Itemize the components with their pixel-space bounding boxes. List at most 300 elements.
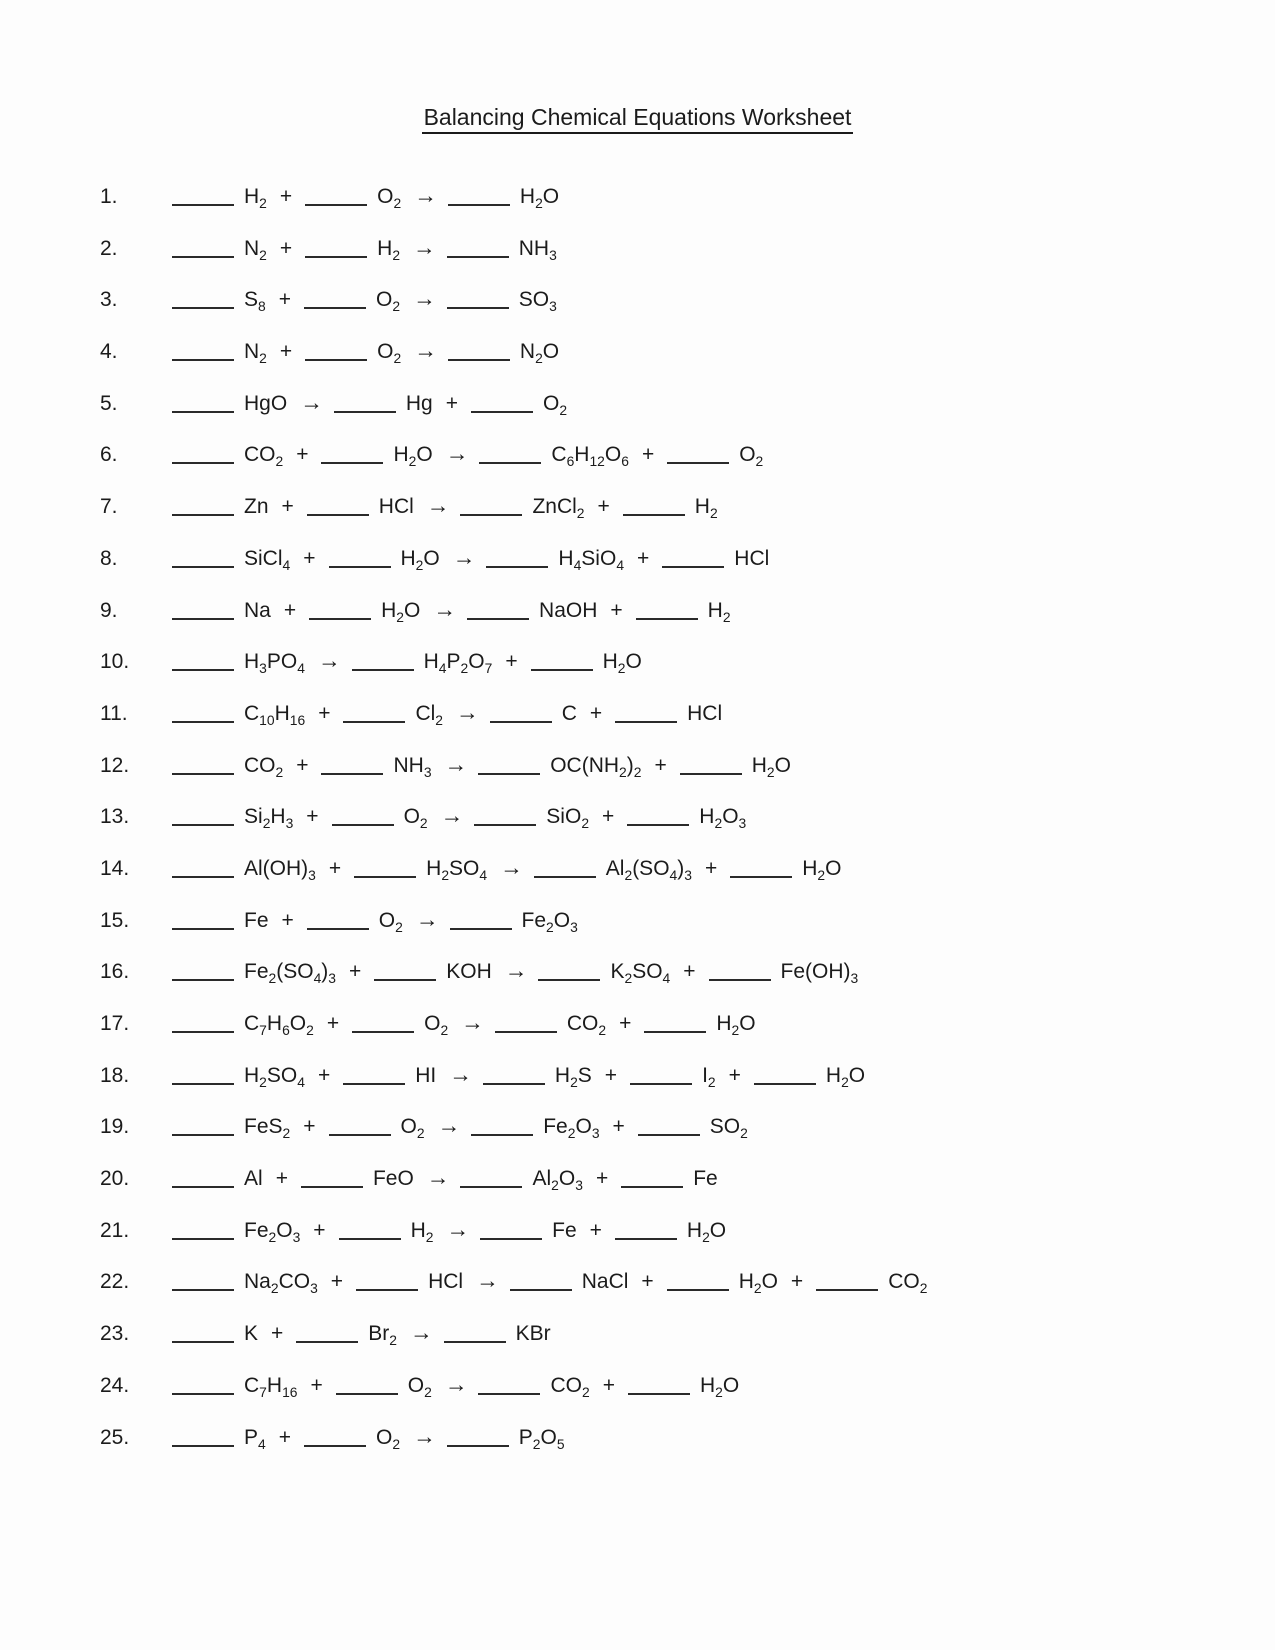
chemical-formula: KOH bbox=[446, 960, 492, 984]
equation-row bbox=[100, 1255, 1275, 1307]
equation-row bbox=[100, 739, 1275, 791]
reaction-arrow-icon: → bbox=[440, 802, 464, 829]
plus-sign: + bbox=[317, 1063, 331, 1087]
equation-number: 12. bbox=[100, 753, 130, 777]
chemical-formula: $N_2$ bbox=[244, 236, 267, 263]
page-title: Balancing Chemical Equations Worksheet bbox=[422, 104, 854, 134]
plus-sign: + bbox=[610, 598, 623, 622]
chemical-formula: $P_4$ bbox=[244, 1425, 266, 1452]
equation-row bbox=[100, 790, 1275, 842]
plus-sign: + bbox=[641, 1270, 654, 1294]
chemical-formula: $C_6H_{12}O_6$ bbox=[551, 443, 629, 470]
coefficient-blank bbox=[172, 1286, 234, 1291]
chemical-formula: $H_2SO_4$ bbox=[244, 1063, 305, 1090]
chemical-formula: Na bbox=[244, 598, 271, 622]
reaction-arrow-icon: → bbox=[414, 182, 437, 208]
coefficient-blank bbox=[172, 1183, 234, 1188]
coefficient-blank bbox=[356, 1286, 418, 1291]
coefficient-blank bbox=[374, 976, 436, 981]
chemical-formula: $Cl_2$ bbox=[415, 701, 444, 729]
chemical-formula: $H_4P_2O_7$ bbox=[423, 650, 493, 677]
coefficient-blank bbox=[307, 511, 369, 516]
equation-row bbox=[100, 428, 1275, 480]
chemical-formula: $H_2$ bbox=[410, 1218, 434, 1245]
chemical-formula: HgO bbox=[244, 391, 288, 415]
reaction-arrow-icon: → bbox=[410, 1319, 433, 1346]
coefficient-blank bbox=[172, 459, 234, 464]
equation-number: 24. bbox=[100, 1373, 130, 1397]
equation-number: 18. bbox=[100, 1063, 130, 1087]
chemical-formula: $NH_3$ bbox=[393, 753, 432, 780]
chemical-formula: $SO_3$ bbox=[518, 288, 557, 315]
chemical-formula: HCl bbox=[428, 1270, 464, 1294]
coefficient-blank bbox=[304, 1442, 366, 1447]
equation-row bbox=[100, 377, 1275, 429]
equation-number: 11. bbox=[100, 701, 128, 725]
chemical-formula: $H_2$ bbox=[377, 236, 401, 263]
equation-number: 16. bbox=[100, 960, 130, 984]
chemical-formula: $H_2S$ bbox=[554, 1063, 592, 1090]
chemical-formula: $I_2$ bbox=[702, 1063, 716, 1090]
reaction-arrow-icon: → bbox=[461, 1009, 484, 1035]
chemical-formula: $Fe(OH)_3$ bbox=[780, 960, 859, 987]
coefficient-blank bbox=[479, 459, 541, 464]
coefficient-blank bbox=[615, 718, 677, 723]
coefficient-blank bbox=[172, 201, 234, 206]
chemical-formula: $Si_2H_3$ bbox=[244, 805, 294, 832]
plus-sign: + bbox=[619, 1012, 632, 1035]
plus-sign: + bbox=[278, 288, 291, 312]
coefficient-blank bbox=[343, 1080, 405, 1085]
reaction-arrow-icon: → bbox=[476, 1267, 499, 1294]
coefficient-blank bbox=[510, 1286, 572, 1291]
chemical-formula: $Fe_2O_3$ bbox=[521, 908, 578, 935]
chemical-formula: $H_2O$ bbox=[825, 1063, 866, 1090]
chemical-formula: $N_2$ bbox=[244, 340, 267, 367]
coefficient-blank bbox=[304, 304, 366, 309]
reaction-arrow-icon: → bbox=[413, 1422, 436, 1449]
chemical-formula: $O_2$ bbox=[400, 1115, 425, 1142]
equation-row bbox=[100, 584, 1275, 636]
chemical-formula: $Fe_2(SO_4)_3$ bbox=[244, 960, 337, 987]
coefficient-blank bbox=[172, 1235, 234, 1240]
reaction-arrow-icon: → bbox=[437, 1112, 461, 1139]
chemical-formula: FeO bbox=[372, 1167, 414, 1191]
chemical-formula: Fe bbox=[244, 908, 269, 932]
plus-sign: + bbox=[279, 185, 293, 208]
chemical-formula: $CO_2$ bbox=[244, 753, 284, 780]
coefficient-blank bbox=[667, 459, 729, 464]
equation-number: 7. bbox=[100, 495, 118, 519]
coefficient-blank bbox=[474, 821, 536, 826]
equation-row bbox=[100, 1359, 1275, 1411]
chemical-formula: $H_2O_3$ bbox=[699, 805, 747, 832]
chemical-formula: $CO_2$ bbox=[566, 1012, 607, 1039]
plus-sign: + bbox=[278, 1425, 291, 1449]
coefficient-blank bbox=[172, 408, 234, 413]
reaction-arrow-icon: → bbox=[444, 750, 468, 777]
chemical-formula: Fe bbox=[693, 1167, 718, 1191]
coefficient-blank bbox=[172, 1338, 234, 1343]
chemical-formula: $NH_3$ bbox=[518, 236, 557, 263]
coefficient-blank bbox=[339, 1235, 401, 1240]
equation-row bbox=[100, 945, 1275, 997]
equation-number: 25. bbox=[100, 1425, 130, 1449]
equation-row bbox=[100, 1100, 1275, 1152]
equation-row bbox=[100, 842, 1275, 894]
coefficient-blank bbox=[352, 1028, 414, 1033]
coefficient-blank bbox=[471, 408, 533, 413]
plus-sign: + bbox=[330, 1270, 344, 1294]
coefficient-blank bbox=[172, 615, 234, 620]
chemical-formula: $O_2$ bbox=[376, 1425, 401, 1452]
coefficient-blank bbox=[460, 511, 522, 516]
chemical-formula: $Al_2(SO_4)_3$ bbox=[605, 856, 692, 884]
coefficient-blank bbox=[447, 304, 509, 309]
plus-sign: + bbox=[595, 1167, 609, 1191]
equation-row bbox=[100, 635, 1275, 687]
chemical-formula: $N_2O$ bbox=[519, 340, 560, 367]
coefficient-blank bbox=[450, 925, 512, 930]
chemical-formula: Hg bbox=[405, 391, 433, 415]
chemical-formula: $O_2$ bbox=[403, 805, 428, 832]
equation-number: 23. bbox=[100, 1322, 130, 1346]
chemical-formula: $S_8$ bbox=[244, 288, 266, 315]
chemical-formula: KBr bbox=[515, 1322, 551, 1346]
chemical-formula: $O_2$ bbox=[377, 185, 402, 212]
plus-sign: + bbox=[281, 495, 294, 519]
equation-row bbox=[100, 894, 1275, 946]
plus-sign: + bbox=[602, 805, 615, 829]
coefficient-blank bbox=[615, 1235, 677, 1240]
coefficient-blank bbox=[172, 976, 234, 981]
coefficient-blank bbox=[478, 1390, 540, 1395]
coefficient-blank bbox=[172, 1390, 234, 1395]
coefficient-blank bbox=[172, 356, 234, 361]
coefficient-blank bbox=[816, 1286, 878, 1291]
reaction-arrow-icon: → bbox=[452, 543, 476, 570]
coefficient-blank bbox=[321, 459, 383, 464]
coefficient-blank bbox=[483, 1080, 545, 1085]
coefficient-blank bbox=[172, 770, 234, 775]
coefficient-blank bbox=[305, 253, 367, 258]
coefficient-blank bbox=[307, 925, 369, 930]
coefficient-blank bbox=[628, 1390, 690, 1395]
coefficient-blank bbox=[172, 718, 234, 723]
coefficient-blank bbox=[172, 1131, 234, 1136]
reaction-arrow-icon: → bbox=[413, 285, 436, 312]
reaction-arrow-icon: → bbox=[426, 1164, 450, 1191]
coefficient-blank bbox=[644, 1028, 706, 1033]
chemical-formula: $SO_2$ bbox=[709, 1115, 748, 1142]
plus-sign: + bbox=[728, 1063, 741, 1087]
coefficient-blank bbox=[329, 563, 391, 568]
coefficient-blank bbox=[321, 770, 383, 775]
chemical-formula: $Br_2$ bbox=[368, 1322, 397, 1349]
chemical-formula: $H_2O$ bbox=[802, 856, 842, 884]
equation-row bbox=[100, 1307, 1275, 1359]
plus-sign: + bbox=[279, 340, 293, 364]
coefficient-blank bbox=[480, 1235, 542, 1240]
coefficient-blank bbox=[172, 253, 234, 258]
coefficient-blank bbox=[538, 976, 600, 981]
plus-sign: + bbox=[597, 495, 610, 519]
chemical-formula: SiO$_2$ bbox=[546, 805, 590, 832]
chemical-formula: $C_7H_{16}$ bbox=[244, 1373, 298, 1400]
chemical-formula: $CO_2$ bbox=[550, 1373, 590, 1400]
reaction-arrow-icon: → bbox=[317, 647, 341, 674]
plus-sign: + bbox=[318, 701, 331, 725]
equation-number: 13. bbox=[100, 805, 130, 829]
equation-row bbox=[100, 222, 1275, 274]
chemical-formula: HCl bbox=[734, 546, 770, 570]
coefficient-blank bbox=[309, 615, 371, 620]
chemical-formula: $Fe_2O_3$ bbox=[543, 1115, 600, 1142]
coefficient-blank bbox=[447, 253, 509, 258]
equation-number: 4. bbox=[100, 340, 118, 364]
equation-list bbox=[0, 170, 1275, 1462]
plus-sign: + bbox=[281, 908, 294, 932]
chemical-formula: $H_2O$ bbox=[751, 753, 791, 780]
chemical-formula: C bbox=[561, 701, 577, 725]
chemical-formula: $H_2O$ bbox=[381, 598, 421, 625]
coefficient-blank bbox=[448, 201, 510, 206]
chemical-formula: NaCl bbox=[581, 1270, 629, 1294]
equation-row bbox=[100, 687, 1275, 739]
coefficient-blank bbox=[172, 925, 234, 930]
equation-row bbox=[100, 532, 1275, 584]
equation-number: 22. bbox=[100, 1270, 130, 1294]
coefficient-blank bbox=[667, 1286, 729, 1291]
coefficient-blank bbox=[709, 976, 771, 981]
coefficient-blank bbox=[172, 1080, 234, 1085]
plus-sign: + bbox=[279, 236, 293, 260]
plus-sign: + bbox=[641, 443, 655, 467]
chemical-formula: $Al(OH)_3$ bbox=[244, 856, 316, 884]
equation-number: 2. bbox=[100, 236, 118, 260]
equation-number: 21. bbox=[100, 1218, 130, 1242]
chemical-formula: HI bbox=[415, 1063, 437, 1087]
reaction-arrow-icon: → bbox=[444, 1370, 468, 1397]
plus-sign: + bbox=[704, 856, 718, 880]
chemical-formula: $H_4SiO_4$ bbox=[558, 546, 625, 573]
reaction-arrow-icon: → bbox=[413, 233, 436, 260]
reaction-arrow-icon: → bbox=[449, 1060, 472, 1087]
equation-number: 19. bbox=[100, 1115, 130, 1139]
equation-row bbox=[100, 325, 1275, 377]
plus-sign: + bbox=[328, 856, 342, 880]
coefficient-blank bbox=[343, 718, 405, 723]
chemical-formula: ZnCl$_2$ bbox=[532, 495, 585, 522]
coefficient-blank bbox=[467, 615, 529, 620]
coefficient-blank bbox=[471, 1131, 533, 1136]
coefficient-blank bbox=[172, 1442, 234, 1447]
coefficient-blank bbox=[332, 821, 394, 826]
chemical-formula: $H_2O$ bbox=[716, 1012, 756, 1039]
coefficient-blank bbox=[478, 770, 540, 775]
plus-sign: + bbox=[296, 753, 309, 777]
plus-sign: + bbox=[271, 1322, 284, 1346]
equation-row bbox=[100, 1411, 1275, 1463]
equation-number: 6. bbox=[100, 443, 118, 467]
chemical-formula: Zn bbox=[244, 495, 269, 519]
plus-sign: + bbox=[612, 1115, 625, 1139]
equation-number: 10. bbox=[100, 650, 130, 674]
reaction-arrow-icon: → bbox=[456, 698, 479, 725]
chemical-formula: $O_2$ bbox=[378, 908, 403, 935]
chemical-formula: $Fe_2O_3$ bbox=[244, 1218, 301, 1245]
equation-row bbox=[100, 1204, 1275, 1256]
coefficient-blank bbox=[627, 821, 689, 826]
equation-number: 5. bbox=[100, 391, 118, 415]
plus-sign: + bbox=[604, 1063, 618, 1087]
coefficient-blank bbox=[531, 666, 593, 671]
chemical-formula: $H_2$ bbox=[694, 495, 718, 522]
reaction-arrow-icon: → bbox=[415, 905, 439, 932]
coefficient-blank bbox=[354, 873, 416, 878]
chemical-formula: NaOH bbox=[539, 598, 598, 622]
coefficient-blank bbox=[444, 1338, 506, 1343]
plus-sign: + bbox=[349, 960, 362, 984]
reaction-arrow-icon: → bbox=[300, 388, 323, 415]
plus-sign: + bbox=[637, 546, 650, 570]
equation-row bbox=[100, 1049, 1275, 1101]
reaction-arrow-icon: → bbox=[500, 853, 523, 880]
chemical-formula: $H_2SO_4$ bbox=[426, 856, 488, 884]
coefficient-blank bbox=[172, 1028, 234, 1033]
coefficient-blank bbox=[336, 1390, 398, 1395]
plus-sign: + bbox=[602, 1373, 615, 1397]
coefficient-blank bbox=[172, 563, 234, 568]
reaction-arrow-icon: → bbox=[504, 957, 528, 984]
equation-number: 17. bbox=[100, 1012, 130, 1035]
equation-number: 9. bbox=[100, 598, 118, 622]
coefficient-blank bbox=[662, 563, 724, 568]
coefficient-blank bbox=[296, 1338, 358, 1343]
chemical-formula: K bbox=[244, 1322, 259, 1346]
reaction-arrow-icon: → bbox=[446, 1215, 470, 1242]
plus-sign: + bbox=[654, 753, 667, 777]
equation-number: 1. bbox=[100, 185, 118, 208]
coefficient-blank bbox=[490, 718, 552, 723]
chemical-formula: $O_2$ bbox=[407, 1373, 432, 1400]
coefficient-blank bbox=[680, 770, 742, 775]
equation-row bbox=[100, 273, 1275, 325]
plus-sign: + bbox=[306, 805, 319, 829]
coefficient-blank bbox=[172, 511, 234, 516]
chemical-formula: HCl bbox=[378, 495, 414, 519]
chemical-formula: $O_2$ bbox=[377, 340, 402, 367]
chemical-formula: $O_2$ bbox=[542, 391, 568, 418]
equation-number: 8. bbox=[100, 546, 118, 570]
equation-number: 14. bbox=[100, 856, 130, 880]
plus-sign: + bbox=[589, 1218, 602, 1242]
chemical-formula: $H_3PO_4$ bbox=[244, 650, 305, 677]
chemical-formula: $OC(NH_2)_2$ bbox=[550, 753, 642, 780]
chemical-formula: $H_2$ bbox=[707, 598, 731, 625]
chemical-formula: $H_2$ bbox=[244, 185, 267, 212]
coefficient-blank bbox=[630, 1080, 692, 1085]
chemical-formula: $O_2$ bbox=[424, 1012, 449, 1039]
coefficient-blank bbox=[623, 511, 685, 516]
reaction-arrow-icon: → bbox=[414, 337, 437, 364]
equation-number: 3. bbox=[100, 288, 118, 312]
coefficient-blank bbox=[172, 873, 234, 878]
chemical-formula: Al bbox=[244, 1167, 263, 1191]
equation-number: 15. bbox=[100, 908, 130, 932]
reaction-arrow-icon: → bbox=[433, 595, 457, 622]
plus-sign: + bbox=[296, 443, 309, 467]
plus-sign: + bbox=[310, 1373, 323, 1397]
chemical-formula: $H_2O$ bbox=[393, 443, 433, 470]
coefficient-blank bbox=[172, 666, 234, 671]
chemical-formula: $H_2O$ bbox=[686, 1218, 727, 1245]
chemical-formula: $C_{10}H_{16}$ bbox=[244, 701, 306, 729]
chemical-formula: Fe bbox=[552, 1218, 577, 1242]
equation-row bbox=[100, 480, 1275, 532]
chemical-formula: $P_2O_5$ bbox=[518, 1425, 565, 1452]
coefficient-blank bbox=[447, 1442, 509, 1447]
coefficient-blank bbox=[334, 408, 396, 413]
plus-sign: + bbox=[790, 1270, 804, 1294]
plus-sign: + bbox=[445, 391, 458, 415]
reaction-arrow-icon: → bbox=[445, 440, 469, 467]
chemical-formula: $Al_2O_3$ bbox=[532, 1167, 583, 1194]
coefficient-blank bbox=[636, 615, 698, 620]
chemical-formula: $CO_2$ bbox=[888, 1270, 928, 1297]
plus-sign: + bbox=[275, 1167, 288, 1191]
coefficient-blank bbox=[621, 1183, 683, 1188]
coefficient-blank bbox=[754, 1080, 816, 1085]
title-wrap bbox=[0, 0, 1275, 134]
plus-sign: + bbox=[326, 1012, 340, 1035]
coefficient-blank bbox=[495, 1028, 557, 1033]
coefficient-blank bbox=[448, 356, 510, 361]
coefficient-blank bbox=[172, 304, 234, 309]
chemical-formula: $O_2$ bbox=[739, 443, 764, 470]
coefficient-blank bbox=[730, 873, 792, 878]
reaction-arrow-icon: → bbox=[426, 492, 450, 519]
chemical-formula: $O_2$ bbox=[376, 288, 401, 315]
chemical-formula: $H_2O$ bbox=[699, 1373, 740, 1400]
chemical-formula: $H_2O$ bbox=[519, 185, 560, 212]
chemical-formula: SiCl$_4$ bbox=[244, 546, 291, 573]
chemical-formula: $Na_2CO_3$ bbox=[244, 1270, 318, 1297]
plus-sign: + bbox=[589, 701, 603, 725]
coefficient-blank bbox=[301, 1183, 363, 1188]
coefficient-blank bbox=[460, 1183, 522, 1188]
chemical-formula: $K_2SO_4$ bbox=[610, 960, 671, 987]
chemical-formula: FeS$_2$ bbox=[244, 1115, 291, 1142]
plus-sign: + bbox=[303, 1115, 316, 1139]
coefficient-blank bbox=[305, 201, 367, 206]
plus-sign: + bbox=[303, 546, 316, 570]
chemical-formula: $CO_2$ bbox=[244, 443, 284, 470]
coefficient-blank bbox=[486, 563, 548, 568]
chemical-formula: HCl bbox=[687, 701, 723, 725]
coefficient-blank bbox=[329, 1131, 391, 1136]
chemical-formula: $H_2O$ bbox=[602, 650, 642, 677]
plus-sign: + bbox=[683, 960, 696, 984]
coefficient-blank bbox=[352, 666, 414, 671]
plus-sign: + bbox=[505, 650, 518, 674]
coefficient-blank bbox=[172, 821, 234, 826]
chemical-formula: $H_2O$ bbox=[738, 1270, 778, 1297]
chemical-formula: $C_7H_6O_2$ bbox=[244, 1012, 314, 1039]
coefficient-blank bbox=[638, 1131, 700, 1136]
equation-row bbox=[100, 170, 1275, 222]
chemical-formula: $H_2O$ bbox=[400, 546, 440, 573]
